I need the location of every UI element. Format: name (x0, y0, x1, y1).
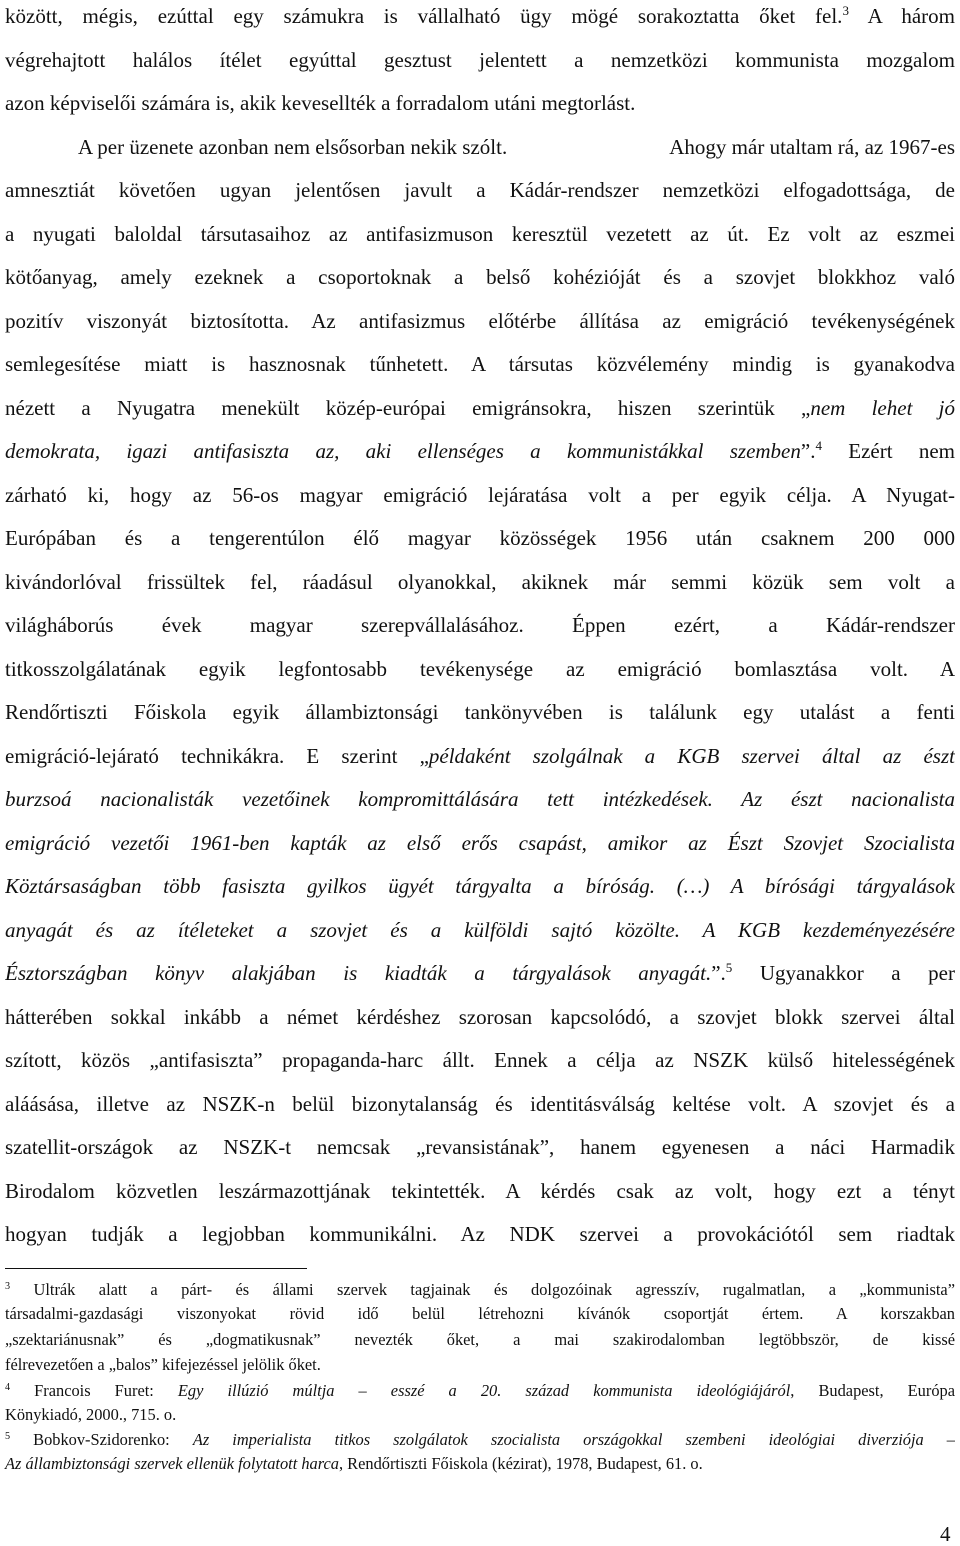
text-run: Ugyanakkor a per (732, 961, 955, 985)
text-run: világháborús évek magyar szerepvállalásához. Éppen ezért, a Kádár-rendszer (5, 613, 955, 637)
text-run: A per üzenete azonban nem elsősorban nekik szólt. (78, 134, 508, 159)
body-line (5, 961, 955, 985)
body-line (5, 439, 955, 463)
body-line (5, 831, 955, 855)
text-run: A három (848, 4, 955, 28)
text-run: Rendőrtiszti Főiskola egyik állambiztonsági tankönyvében is találunk egy utalást a fenti (5, 700, 955, 724)
body-line (5, 1005, 955, 1029)
italic-text: Köztársaságban több fasiszta gyilkos ügyét tárgyalta a bíróság. (…) A bírósági tárgyalások (5, 874, 955, 898)
italic-text: anyagát és az ítéleteket a szovjet és a külföldi sajtó közölte. A KGB kezdeményezésére (5, 917, 955, 942)
footnote-marker: 5 (5, 1430, 11, 1442)
text-run: hogyan tudják a legjobban kommunikálni. Az NDK szervei a provokációtól sem riadtak (5, 1222, 955, 1246)
body-line (5, 309, 955, 333)
body-line (596, 135, 955, 159)
italic-text: nem lehet jó (810, 395, 955, 420)
text-run: szított, közös „antifasiszta” propaganda-harc állt. Ennek a célja az NSZK külső hitelességének (5, 1048, 955, 1072)
body-line (5, 1179, 955, 1203)
body-line (5, 657, 955, 681)
text-run: , Rendőrtiszti Főiskola (kézirat), 1978, Budapest, 61. o. (338, 1454, 703, 1473)
text-run: kivándorlóval frissültek fel, ráadásul olyanokkal, akiknek már semmi közük sem volt a (5, 569, 955, 594)
text-run: Birodalom közvetlen leszármazottjának tekintették. A kérdés csak az volt, hogy ezt a tényt (5, 1178, 955, 1203)
body-line (5, 396, 955, 420)
footnote-line (5, 1454, 955, 1474)
text-run: Ezért nem (821, 439, 955, 463)
text-run: azon képviselői számára is, akik kevesellték a forradalom utáni megtorlást. (5, 91, 636, 115)
text-run: Ahogy már utaltam rá, az 1967-es (669, 134, 955, 159)
text-run: Ultrák alatt a párt- és állami szervek tagjainak és dolgozóinak agresszív, rugalmatlan, a „kommunista” (10, 1280, 955, 1299)
italic-text: Az imperialista titkos szolgálatok szocialista országokkal szembeni ideológiai diverziója – (192, 1430, 955, 1449)
body-line (5, 48, 955, 72)
text-run: pozitív viszonyát biztosította. Az antifasizmus előtérbe állítása az emigráció tevékenységének (5, 308, 955, 333)
body-line (5, 265, 955, 289)
italic-text: emigráció vezetői 1961-ben kapták az első erős csapást, amikor az Észt Szovjet Szocialista (5, 830, 955, 855)
body-line (5, 1048, 955, 1072)
body-line (5, 178, 955, 202)
text-run: Bobkov-Szidorenko: (10, 1430, 193, 1449)
body-line (5, 526, 955, 550)
text-run: semlegesítése miatt is hasznosnak tűnhetett. A társutas közvélemény mindig is gyanakodva (5, 352, 955, 376)
italic-text: példaként szolgálnak a KGB szervei által az észt (428, 743, 955, 768)
footnote-marker: 3 (842, 4, 849, 19)
text-run: félrevezetően a „balos” kifejezéssel jelölik őket. (5, 1355, 321, 1374)
footnote-marker: 4 (815, 439, 822, 454)
italic-text: Az állambiztonsági szervek ellenük folytatott harca (5, 1454, 339, 1473)
text-run: aláásása, illetve az NSZK-n belül bizonytalanság és identitásválság keltése volt. A szovjet és a (5, 1091, 955, 1116)
body-line (5, 1135, 955, 1159)
body-line (5, 352, 955, 376)
body-line (5, 700, 955, 724)
body-line (5, 91, 955, 115)
body-line (5, 483, 955, 507)
footnote-marker: 4 (5, 1381, 11, 1393)
text-run: Francois Furet: (10, 1381, 178, 1400)
text-run: Európában és a tengerentúlon élő magyar közösségek 1956 után csaknem 200 000 (5, 526, 955, 550)
footnote-line (5, 1405, 955, 1425)
footnote-line (5, 1330, 955, 1350)
footnote-line (5, 1304, 955, 1324)
text-run: nézett a Nyugatra menekült közép-európai emigránsokra, hiszen szerintük „ (5, 395, 811, 420)
body-line (5, 787, 955, 811)
body-line (78, 135, 507, 159)
footnote-marker: 3 (5, 1280, 11, 1292)
text-run: kötőanyag, amely ezeknek a csoportoknak a belső kohézióját és a szovjet blokkhoz való (5, 265, 955, 289)
italic-text: demokrata, igazi antifasiszta az, aki ellenséges a kommunistákkal szemben (5, 439, 801, 463)
body-line (5, 1222, 955, 1246)
body-line (5, 744, 955, 768)
text-run: ”. (800, 439, 816, 463)
text-run: Könykiadó, 2000., 715. o. (5, 1405, 177, 1424)
text-run: emigráció-lejárató technikákra. E szerint „ (5, 743, 429, 768)
text-run: zárható ki, hogy az 56-os magyar emigráció lejáratása volt a per egyik célja. A Nyugat- (5, 482, 955, 507)
footnote-marker: 5 (725, 961, 733, 976)
footnote-line (5, 1355, 955, 1375)
text-run: között, mégis, ezúttal egy számukra is vállalható ügy mögé sorakoztatta őket fel. (5, 4, 843, 28)
italic-text: Észtországban könyv alakjában is kiadták a tárgyalások anyagát. (5, 961, 712, 985)
footnote-separator (5, 1268, 307, 1269)
text-run: , Budapest, Európa (790, 1381, 955, 1400)
italic-text: Egy illúzió múltja – esszé a 20. század kommunista ideológiájáról (177, 1381, 791, 1400)
body-line (5, 918, 955, 942)
footnote-line (5, 1280, 955, 1300)
body-line (5, 874, 955, 898)
footnote-line (5, 1381, 955, 1401)
page-number: 4 (940, 1522, 951, 1546)
body-line (5, 613, 955, 637)
text-run: szatellit-országok az NSZK-t nemcsak „revansistának”, hanem egyenesen a náci Harmadik (5, 1135, 955, 1159)
text-run: a nyugati baloldal társutasaihoz az antifasizmuson keresztül vezetett az út. Ez volt az eszmei (5, 221, 955, 246)
text-run: végrehajtott halálos ítélet egyúttal gesztust jelentett a nemzetközi kommunista mozgalom (5, 47, 955, 72)
body-line (5, 222, 955, 246)
text-run: titkosszolgálatának egyik legfontosabb tevékenysége az emigráció bomlasztása volt. A (5, 656, 955, 681)
italic-text: burzsoá nacionalisták vezetőinek kompromittálására tett intézkedések. Az észt nacionalista (5, 787, 955, 811)
text-run: „szektariánusnak” és „dogmatikusnak” nevezték őket, a mai szakirodalomban legtöbbször, de kissé (5, 1330, 955, 1349)
footnote-line (5, 1430, 955, 1450)
body-line (5, 4, 955, 28)
text-run: amnesztiát követően ugyan jelentősen javult a Kádár-rendszer nemzetközi elfogadottsága, de (5, 178, 955, 202)
text-run: társadalmi-gazdasági viszonyokat rövid idő belül létrehozni kívánók csoportját értem. A korszakban (5, 1304, 955, 1323)
body-line (5, 570, 955, 594)
text-run: ”. (711, 961, 726, 985)
text-run: hátterében sokkal inkább a német kérdéshez szorosan kapcsolódó, a szovjet blokk szervei által (5, 1004, 955, 1029)
body-line (5, 1092, 955, 1116)
